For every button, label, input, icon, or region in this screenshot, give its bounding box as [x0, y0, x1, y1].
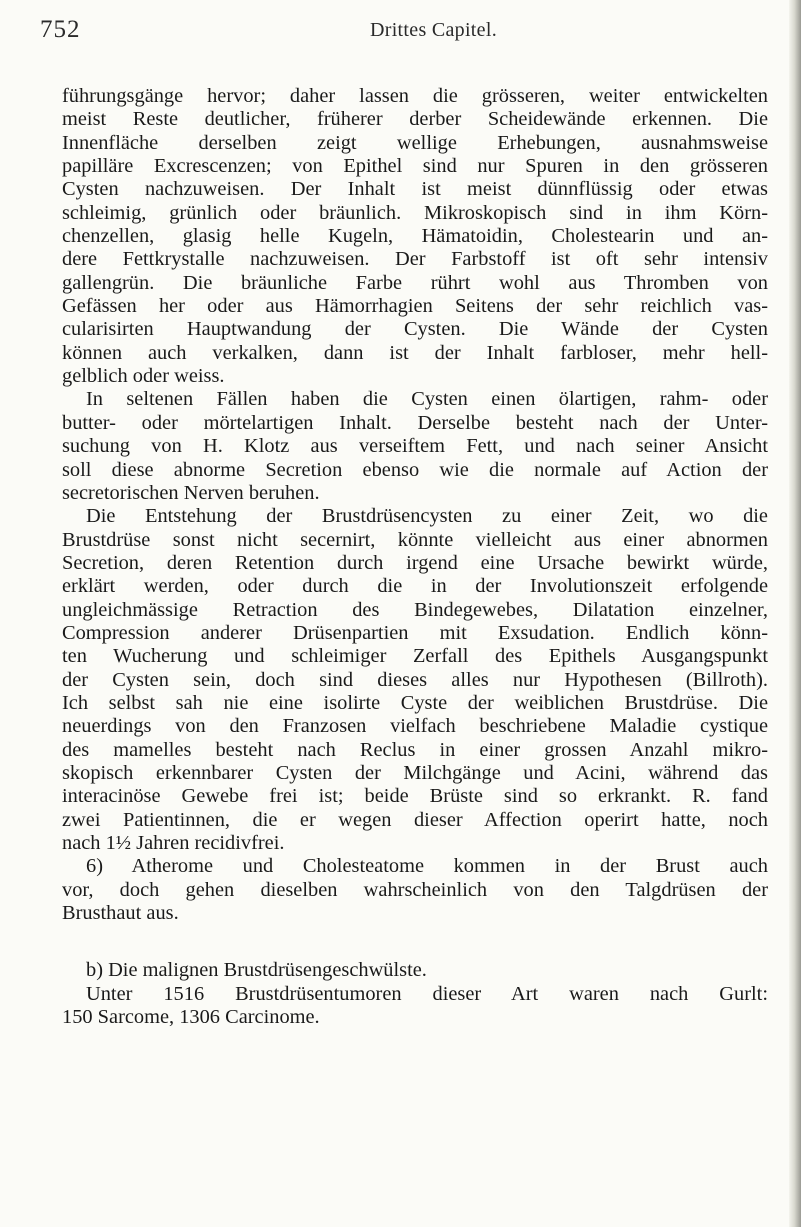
page-header — [40, 16, 760, 56]
text-line: Gefässen her oder aus Hämorrhagien Seitens der sehr reichlich vas- — [62, 295, 768, 318]
text-line: skopisch erkennbarer Cysten der Milchgänge und Acini, während das — [62, 761, 768, 784]
text-line: vor, doch gehen dieselben wahrscheinlich von den Talgdrüsen der — [62, 878, 768, 901]
text-line: butter- oder mörtelartigen Inhalt. Derselbe besteht nach der Unter- — [62, 411, 768, 434]
body-text — [62, 85, 768, 1029]
text-line: der Cysten sein, doch sind dieses alles nur Hypothesen (Billroth). — [62, 668, 768, 691]
text-line: Innenfläche derselben zeigt wellige Erhebungen, ausnahmsweise — [62, 131, 768, 154]
text-line: meist Reste deutlicher, früherer derber Scheidewände erkennen. Die — [62, 108, 768, 131]
text-line: Die Entstehung der Brustdrüsencysten zu einer Zeit, wo die — [86, 505, 768, 528]
text-line: chenzellen, glasig helle Kugeln, Hämatoidin, Cholestearin und an- — [62, 225, 768, 248]
text-line: ungleichmässige Retraction des Bindegewebes, Dilatation einzelner, — [62, 598, 768, 621]
text-line: secretorischen Nerven beruhen. — [62, 481, 320, 504]
text-line: cularisirten Hauptwandung der Cysten. Die Wände der Cysten — [62, 318, 768, 341]
text-line: Compression anderer Drüsenpartien mit Exsudation. Endlich könn- — [62, 621, 768, 644]
running-title: Drittes Capitel. — [370, 19, 497, 41]
text-line: suchung von H. Klotz aus verseiftem Fett, und nach seiner Ansicht — [62, 435, 768, 458]
page-edge-shadow — [789, 0, 801, 1227]
text-line: soll diese abnorme Secretion ebenso wie die normale auf Action der — [62, 458, 768, 481]
text-line: papilläre Excrescenzen; von Epithel sind nur Spuren in den grösseren — [62, 155, 768, 178]
text-line: dere Fettkrystalle nachzuweisen. Der Farbstoff ist oft sehr intensiv — [62, 248, 768, 271]
text-line: des mamelles besteht nach Reclus in einer grossen Anzahl mikro- — [62, 738, 768, 761]
text-line: schleimig, grünlich oder bräunlich. Mikroskopisch sind in ihm Körn- — [62, 201, 768, 224]
text-line: Brustdrüse sonst nicht secernirt, könnte vielleicht aus einer abnormen — [62, 528, 768, 551]
text-line: gelblich oder weiss. — [62, 365, 225, 388]
text-line: können auch verkalken, dann ist der Inhalt farbloser, mehr hell- — [62, 341, 768, 364]
text-line: In seltenen Fällen haben die Cysten einen ölartigen, rahm- oder — [86, 388, 768, 411]
text-line: Unter 1516 Brustdrüsentumoren dieser Art waren nach Gurlt: — [86, 982, 768, 1005]
text-line: Ich selbst sah nie eine isolirte Cyste der weiblichen Brustdrüse. Die — [62, 691, 768, 714]
text-line: erklärt werden, oder durch die in der Involutionszeit erfolgende — [62, 575, 768, 598]
text-line: 6) Atherome und Cholesteatome kommen in der Brust auch — [86, 855, 768, 878]
text-line: nach 1½ Jahren recidivfrei. — [62, 832, 285, 854]
text-line: 150 Sarcome, 1306 Carcinome. — [62, 1006, 320, 1029]
text-line: zwei Patientinnen, die er wegen dieser Affection operirt hatte, noch — [62, 808, 768, 831]
section-spacer — [62, 925, 768, 959]
section-heading: b) Die malignen Brustdrüsengeschwülste. — [86, 959, 427, 982]
text-line: Secretion, deren Retention durch irgend eine Ursache bewirkt würde, — [62, 551, 768, 574]
text-line: führungsgänge hervor; daher lassen die grösseren, weiter entwickelten — [62, 85, 768, 107]
text-line: interacinöse Gewebe frei ist; beide Brüste sind so erkrankt. R. fand — [62, 785, 768, 808]
text-line: gallengrün. Die bräunliche Farbe rührt wohl aus Thromben von — [62, 271, 768, 294]
text-line: Cysten nachzuweisen. Der Inhalt ist meist dünnflüssig oder etwas — [62, 178, 768, 201]
text-line: ten Wucherung und schleimiger Zerfall des Epithels Ausgangspunkt — [62, 645, 768, 668]
text-line: neuerdings von den Franzosen vielfach beschriebene Maladie cystique — [62, 715, 768, 738]
page-number: 752 — [40, 16, 81, 43]
text-line: Brusthaut aus. — [62, 902, 179, 925]
